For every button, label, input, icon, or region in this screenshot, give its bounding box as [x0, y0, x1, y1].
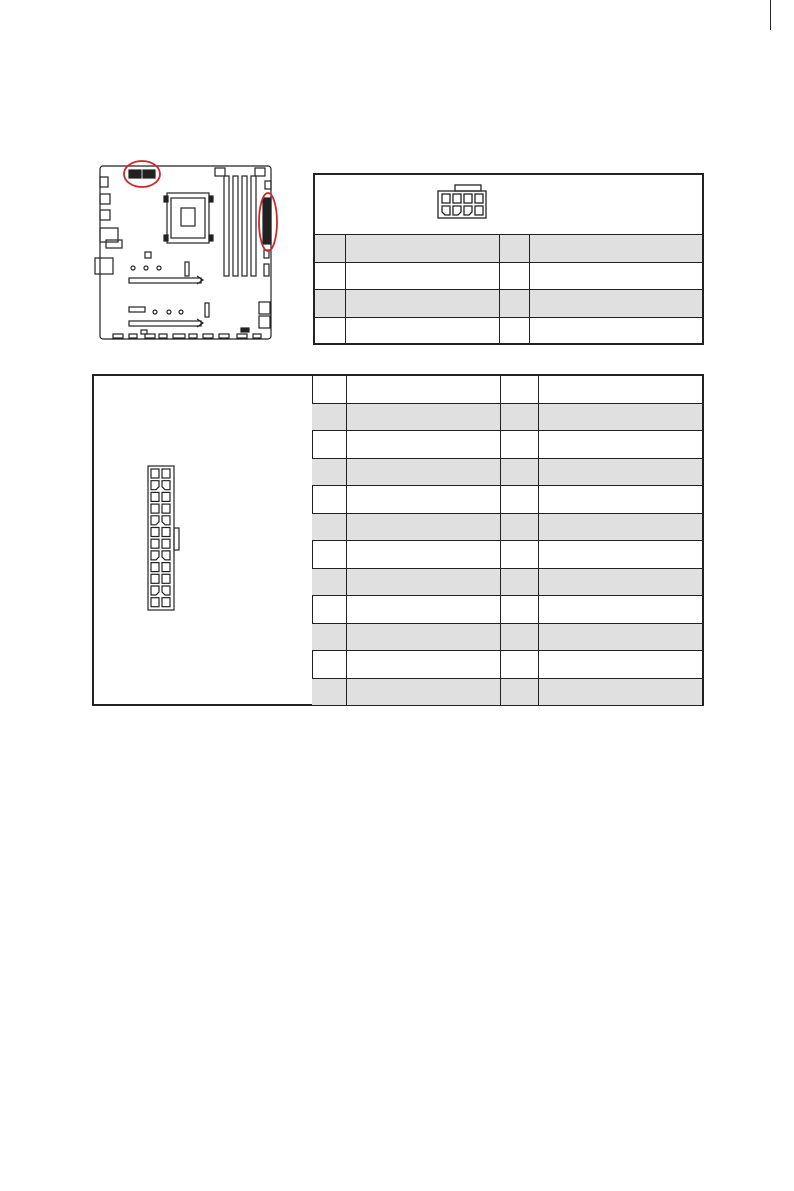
pin-number-cell [315, 318, 321, 345]
pinout-row [312, 458, 702, 486]
column-divider [529, 263, 530, 290]
atx-8pin-pinout-table [313, 173, 704, 345]
column-divider [345, 263, 346, 290]
pin-number-cell [312, 651, 318, 678]
pin-number-cell [312, 541, 318, 568]
column-divider [500, 431, 501, 458]
pinout-row [312, 595, 702, 623]
column-divider [499, 235, 500, 262]
motherboard-diagram-icon [93, 150, 283, 350]
24pin-connector-icon [146, 464, 186, 614]
column-divider [500, 541, 501, 568]
column-divider [538, 404, 539, 431]
column-divider [346, 596, 347, 623]
column-divider [500, 459, 501, 486]
column-divider [500, 596, 501, 623]
pinout-row [312, 430, 702, 458]
column-divider [346, 404, 347, 431]
column-divider [346, 431, 347, 458]
column-divider [500, 486, 501, 513]
column-divider [529, 318, 530, 345]
pin-number-cell [315, 263, 321, 290]
pin-number-cell [312, 596, 318, 623]
column-divider [538, 624, 539, 651]
pinout-row [312, 375, 702, 403]
pin-number-cell [312, 431, 318, 458]
column-divider [500, 624, 501, 651]
pin-number-cell [312, 459, 318, 486]
pin-number-cell [315, 290, 321, 317]
pin-number-cell [312, 679, 318, 706]
pin-number-cell [312, 404, 318, 431]
pinout-row [312, 623, 702, 651]
column-divider [500, 375, 501, 403]
page-top-rule [0, 0, 771, 30]
pinout-row [312, 403, 702, 431]
column-divider [346, 651, 347, 678]
pinout-row [312, 650, 702, 678]
column-divider [538, 679, 539, 706]
column-divider [500, 679, 501, 706]
column-divider [346, 569, 347, 596]
column-divider [499, 318, 500, 345]
column-divider [346, 486, 347, 513]
column-divider [345, 235, 346, 262]
pinout-row [312, 485, 702, 513]
column-divider [346, 624, 347, 651]
column-divider [538, 514, 539, 541]
column-divider [346, 459, 347, 486]
column-divider [499, 263, 500, 290]
pin-number-cell [312, 624, 318, 651]
atx-24pin-pinout-table [92, 374, 704, 706]
column-divider [500, 651, 501, 678]
column-divider [500, 404, 501, 431]
column-divider [346, 514, 347, 541]
pinout-row [312, 513, 702, 541]
pin-number-cell [312, 486, 318, 513]
column-divider [346, 679, 347, 706]
column-divider [538, 375, 539, 403]
column-divider [538, 651, 539, 678]
8pin-connector-icon [435, 183, 489, 221]
pinout-row [312, 540, 702, 568]
pinout-row [315, 234, 702, 262]
pin-number-cell [312, 375, 318, 403]
column-divider [345, 318, 346, 345]
pin-number-cell [312, 569, 318, 596]
column-divider [538, 459, 539, 486]
pinout-row [315, 289, 702, 317]
column-divider [538, 541, 539, 568]
column-divider [345, 290, 346, 317]
column-divider [529, 235, 530, 262]
column-divider [346, 375, 347, 403]
column-divider [538, 431, 539, 458]
column-divider [538, 569, 539, 596]
column-divider [538, 486, 539, 513]
pinout-row [312, 678, 702, 706]
column-divider [500, 569, 501, 596]
column-divider [499, 290, 500, 317]
column-divider [346, 541, 347, 568]
pinout-row [315, 262, 702, 290]
column-divider [500, 514, 501, 541]
pinout-row [312, 568, 702, 596]
pinout-row [315, 317, 702, 345]
pin-number-cell [312, 514, 318, 541]
column-divider [529, 290, 530, 317]
column-divider [538, 596, 539, 623]
pin-number-cell [315, 235, 321, 262]
